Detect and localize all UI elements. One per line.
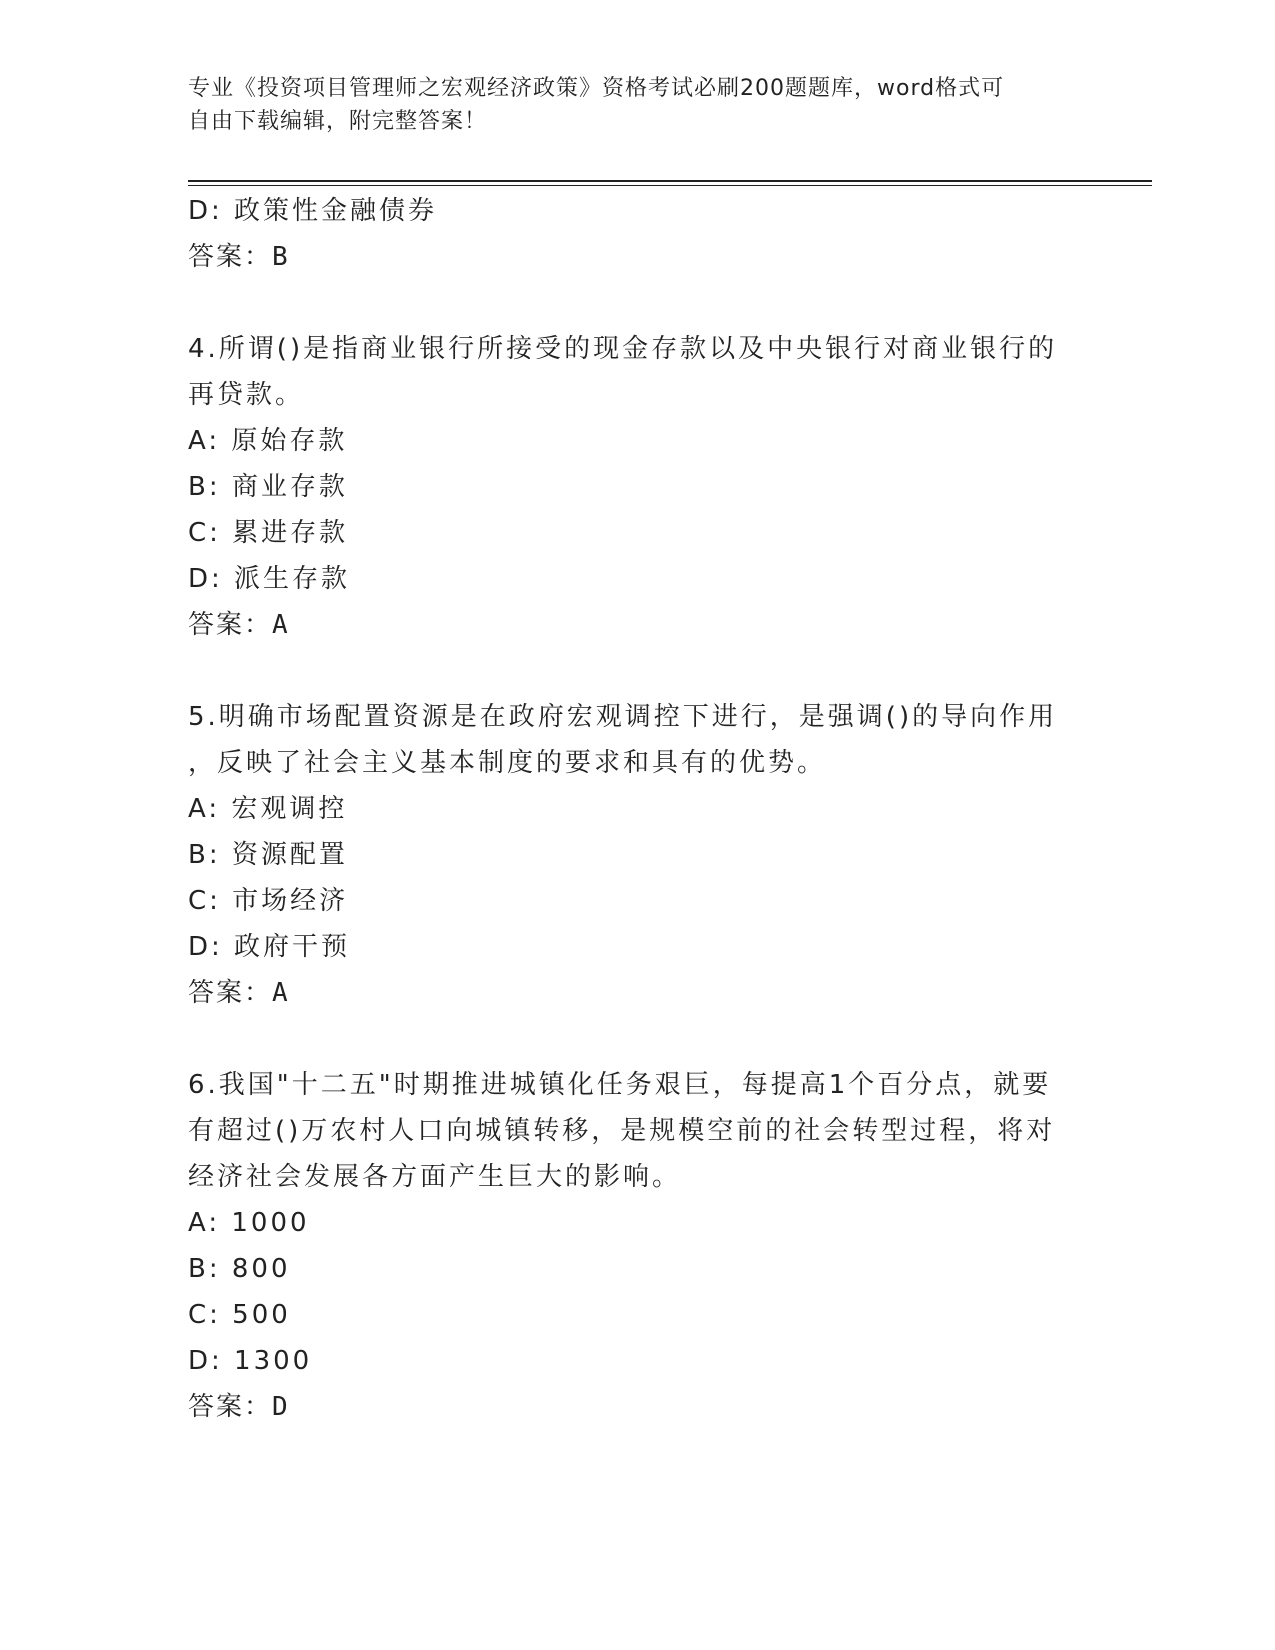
question-stem-line: 经济社会发展各方面产生巨大的影响。 xyxy=(188,1162,682,1192)
question-stem-line: 再贷款。 xyxy=(188,380,305,410)
document-body xyxy=(188,188,1068,1430)
answer xyxy=(188,970,1068,1016)
answer-label: 答案： xyxy=(188,1392,273,1422)
answer-value: A xyxy=(272,610,290,640)
answer-partial xyxy=(188,234,1068,280)
option-a: A: 原始存款 xyxy=(188,426,348,456)
header-line-2: 自由下载编辑，附完整答案！ xyxy=(188,109,488,134)
answer-value: A xyxy=(272,978,290,1008)
option-c: C: 市场经济 xyxy=(188,886,349,916)
option-d: D: 派生存款 xyxy=(188,564,351,594)
answer xyxy=(188,602,1068,648)
answer-label: 答案： xyxy=(188,242,273,272)
header-rule-thin xyxy=(188,185,1152,186)
question-stem-line: 4.所谓()是指商业银行所接受的现金存款以及中央银行对商业银行的 xyxy=(188,334,1058,364)
answer xyxy=(188,1384,1068,1430)
option-a: A: 宏观调控 xyxy=(188,794,348,824)
question-stem-line: 6.我国"十二五"时期推进城镇化任务艰巨，每提高1个百分点，就要 xyxy=(188,1070,1052,1100)
answer-label: 答案： xyxy=(188,978,273,1008)
option-c: C: 500 xyxy=(188,1300,291,1330)
option-d: D: 政府干预 xyxy=(188,932,351,962)
answer-label: 答案： xyxy=(188,610,273,640)
option-b: B: 商业存款 xyxy=(188,472,348,502)
option-d: D: 1300 xyxy=(188,1346,313,1376)
option-a: A: 1000 xyxy=(188,1208,310,1238)
option-b: B: 资源配置 xyxy=(188,840,348,870)
document-header xyxy=(188,72,1068,138)
option-c: C: 累进存款 xyxy=(188,518,349,548)
answer-value: D xyxy=(272,1392,290,1422)
question-stem-line: 有超过()万农村人口向城镇转移，是规模空前的社会转型过程，将对 xyxy=(188,1116,1056,1146)
option-d-partial: D: 政策性金融债券 xyxy=(188,196,438,226)
answer-value: B xyxy=(272,242,290,272)
header-rule-thick xyxy=(188,180,1152,182)
option-b: B: 800 xyxy=(188,1254,291,1284)
question-6 xyxy=(188,1062,1068,1430)
header-line-1: 专业《投资项目管理师之宏观经济政策》资格考试必刷200题题库，word格式可 xyxy=(188,76,1005,101)
question-5 xyxy=(188,694,1068,1016)
question-4 xyxy=(188,326,1068,648)
question-stem-line: ，反映了社会主义基本制度的要求和具有的优势。 xyxy=(188,748,827,778)
question-stem-line: 5.明确市场配置资源是在政府宏观调控下进行，是强调()的导向作用 xyxy=(188,702,1058,732)
